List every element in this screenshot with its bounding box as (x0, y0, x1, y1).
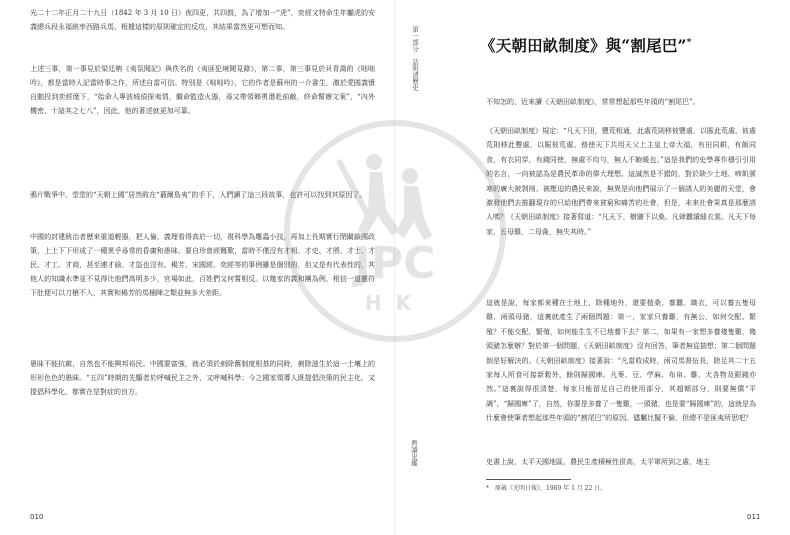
right-paragraph-1: 不知怎的，近來讀《天朝田畝制度》，常常想起那些年頭的“割尾巴”。 (486, 98, 700, 106)
left-paragraph-5: 愚昧不能抗敵，自然也不能興邦裕民。中國要富強，就必須於剷除舊制度根基的同時，剷除滋生於這一土壤上的形形色色的愚昧。“五四”時期的先驅者於呼喊民主之外，又呼喊科學；今之國家領導人既提倡決策的民主化，又提倡科學化，都實在是對症的良方。 (30, 360, 375, 396)
footnote-rule (486, 479, 571, 480)
chapter-title-text: 《天朝田畝制度》與“割尾巴” (480, 36, 687, 55)
running-head: 第一部分 話明清歷史 (411, 26, 419, 91)
chapter-title (480, 34, 770, 56)
page-number-left: 010 (30, 513, 44, 521)
watermark-text-sub: HK (364, 291, 426, 315)
running-foot: 暫讀史鑑 (410, 440, 418, 466)
watermark-text-main: JPC (354, 238, 436, 289)
left-paragraph-3: 鴉片戰爭中，堂堂的“天朝上國”居然敗在“蕞爾島夷”的手下，人們讀了這三段故事，也許可以找到其原因了。 (30, 191, 367, 199)
right-paragraph-2: 《天朝田畝制度》規定：“凡天下田，豐荒相通，此處荒則移彼豐處，以賑此荒處，彼處荒則移此豐處，以賑彼荒處。務使天下共用天父上主皇上帝大福，有田同耕，有飯同食，有衣同穿，有錢同使，無處不均勻，無人不飽暖也。”這是我們的史學專作穩引引用的名言，一向被認為是農民革命的偉大理想。這誠然是不錯的，對於缺少土地、啼飢號寒的廣大被剝削、被壓迫的農民來說，無異是向他們展示了一個誘人的美麗的天堂，會激發他們去推翻現存的只給他們帶來貧窮和痛苦的社會，但是，未來社會果真是那麼誘人嗎？《天朝田畝制度》接著寫道：“凡天下，樹牆下以桑。凡婦蠶績縫衣裳。凡天下每家，五母雞，二母彘，無失其時。” (486, 127, 756, 236)
left-paragraph-2: 上述三事，第一事見於梁廷柟《夷氛聞記》與佚名的《夷匪犯境聞見錄》，第二事，第三事見於貝青喬的《咄咄吟》，都是當時人記當時事之作，所述自當可信。特別是《咄咄吟》，它的作者是蘇州的一介書生，激於愛國義憤自動投到奕經麾下，“始命入專波城偵探夷情，繼命監造火器，尋又帶領鄉勇潛赴前敵，終命幫辦文案”，“內外機密，十諳其之七八”，因此，他的著述就更加可靠。 (30, 65, 375, 115)
page-number-right: 011 (747, 513, 761, 521)
right-paragraph-4: 史書上說，太平天國地區，農民生產積極性很高，太平軍所到之處，地主 (486, 458, 710, 466)
left-paragraph-4: 中國的封建統治者歷來重道輕器，把人倫、義理看得高於一切，視科學為雕蟲小技，再加上長期實行閉關鎖國政策，上上下下形成了一種異乎尋常的昏庸和愚昧。要自珍曾經慨歎，當時不僅沒有才相、才史、才將、才士、才民、才工、才商，甚至連才偷、才盜也沒有。楊芳、宋國經、奕經等的事例雖是個別的，但又是有代表性的，其他人的知識水準並不見得比他們高明多少，官場如此，百姓們又何嘗相反。以幾家的義和團為例，相信一道靈符下肚便可以刀槍不入，其實和楊芳的馬桶陣之類並無多大差距。 (30, 233, 375, 297)
right-paragraph-3: 這就是說，每家都來種在土地上，除種地外，還要植桑、養蠶、織衣，可以養五隻母雞，兩頭母豬，這裏就產生了兩個問題：第一，家家只養雞，有無公，如何交配、繁殖？不能交配，繁殖，如何能生生不已地養下去？第二，如果有一家想多養幾隻雞，幾頭豬怎麼辦？對於第一個問題，《天朝田畝制度》沒有回答，筆者無從揣想；第二個問題倒是好解決的。《天朝田畝制度》接著說：“凡當收成時，兩司馬督伍長，除足其二十五家每人所食可接新穀外，餘則歸國庫。凡麥、豆、苧麻、布帛、雞、犬各物及銀錢亦然。”這裏說得很清楚，每家只能留足自己的使用部分，其超額部分，則要無償“平調”，“歸國庫”了，自然，你要是多養了一隻雞，一頭豬，也是要“歸國庫”的，這就是為什麼會使筆者想起那些年頭的“割尾巴”的原因。儘屬比擬不倫，但總不是匪夷所思吧？ (486, 299, 756, 423)
left-paragraph-1: 光二十二年正月二十九日（1842 年 3 月 10 日）夜四更，共四鼓，為了增加一“虎”，奕經又特命生年屬虎的安義總兵段永福統率西路兵馬，根據這樣的原則確定的反攻，其結果當然更可想而知。 (30, 9, 375, 31)
footnote: * 原載《光明日報》，1989 年 1 月 22 日。 (486, 485, 607, 492)
title-footnote-mark: * (686, 37, 692, 48)
